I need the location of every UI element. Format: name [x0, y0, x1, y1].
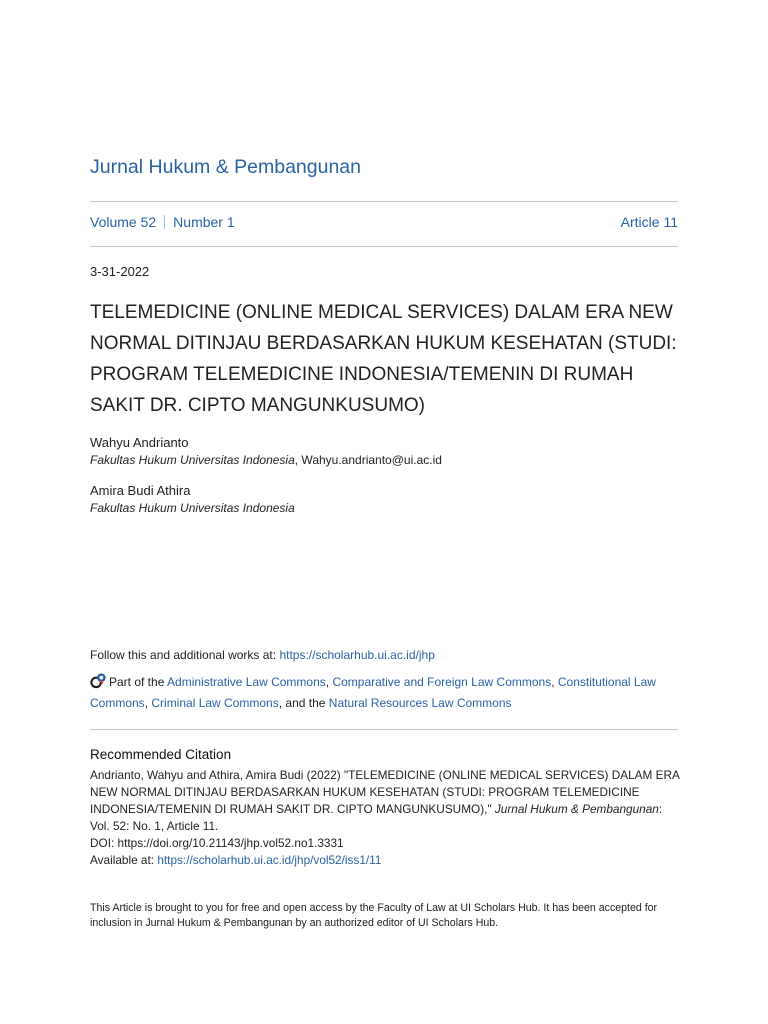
commons-link-comparative[interactable]: Comparative and Foreign Law Commons — [332, 675, 552, 689]
citation-doi: DOI: https://doi.org/10.21143/jhp.vol52.no1.3331 — [90, 836, 344, 850]
issue-meta — [90, 214, 678, 230]
meta-separator — [164, 215, 165, 229]
network-commons-icon — [90, 672, 107, 689]
citation-divider — [90, 729, 678, 730]
citation-heading: Recommended Citation — [90, 747, 232, 762]
article-link[interactable]: Article 11 — [620, 214, 678, 230]
follow-text: Follow this and additional works at: — [90, 648, 280, 662]
commons-link-natural-resources[interactable]: Natural Resources Law Commons — [328, 696, 512, 710]
article-title: TELEMEDICINE (ONLINE MEDICAL SERVICES) DALAM ERA NEW NORMAL DITINJAU BERDASARKAN HUKUM KESEHATAN (STUDI: PROGRAM TELEMEDICINE INDONESIA/TEMENIN DI RUMAH SAKIT DR. CIPTO MANGUNKUSUMO) — [90, 302, 677, 416]
part-of-prefix: Part of the — [109, 675, 168, 689]
part-of-commons — [90, 672, 680, 714]
author-email: , Wahyu.andrianto@ui.ac.id — [294, 453, 442, 467]
affiliation-text: Fakultas Hukum Universitas Indonesia — [90, 501, 295, 515]
separator-and-the: , and the — [278, 696, 329, 710]
citation-journal: Jurnal Hukum & Pembangunan — [494, 802, 659, 816]
journal-title-link[interactable]: Jurnal Hukum & Pembangunan — [90, 156, 361, 178]
separator-comma: , — [144, 696, 152, 710]
author-affiliation — [90, 453, 442, 467]
commons-link-criminal[interactable]: Criminal Law Commons — [151, 696, 279, 710]
follow-url-link[interactable]: https://scholarhub.ui.ac.id/jhp — [279, 648, 435, 662]
affiliation-text: Fakultas Hukum Universitas Indonesia — [90, 453, 295, 467]
citation-text: Andrianto, Wahyu and Athira, Amira Budi (2022) "TELEMEDICINE (ONLINE MEDICAL SERVICES) DALAM ERA NEW NORMAL DITINJAU BERDASARKAN HUKUM KESEHATAN (STUDI: PROGRAM TELEMEDICINE INDONESIA/TEMENIN DI RUMAH SAKIT DR. CIPTO MANGUNKUSUMO)," — [90, 768, 680, 816]
available-url-link[interactable]: https://scholarhub.ui.ac.id/jhp/vol52/iss1/11 — [157, 853, 382, 867]
author-name: Wahyu Andrianto — [90, 435, 189, 450]
number-link[interactable]: Number 1 — [173, 214, 235, 230]
separator-comma: , — [551, 675, 558, 689]
author-name: Amira Budi Athira — [90, 483, 191, 498]
commons-link-constitutional[interactable]: Constitutional Law Commons — [90, 675, 656, 710]
follow-line — [90, 648, 435, 662]
citation-volume: : Vol. 52: No. 1, Article 11. — [90, 802, 663, 833]
commons-link-administrative[interactable]: Administrative Law Commons — [167, 675, 326, 689]
top-divider — [90, 201, 678, 202]
volume-link[interactable]: Volume 52 — [90, 214, 157, 230]
available-label: Available at: — [90, 853, 158, 867]
publication-date: 3-31-2022 — [90, 264, 150, 279]
author-affiliation — [90, 501, 295, 515]
meta-divider — [90, 246, 678, 247]
separator-comma: , — [325, 675, 333, 689]
access-statement: This Article is brought to you for free and open access by the Faculty of Law at UI Scholars Hub. It has been accepted for inclusion in Jurnal Hukum & Pembangunan by an authorized editor of UI Scholars Hub. — [90, 902, 658, 929]
citation-body — [90, 767, 685, 869]
